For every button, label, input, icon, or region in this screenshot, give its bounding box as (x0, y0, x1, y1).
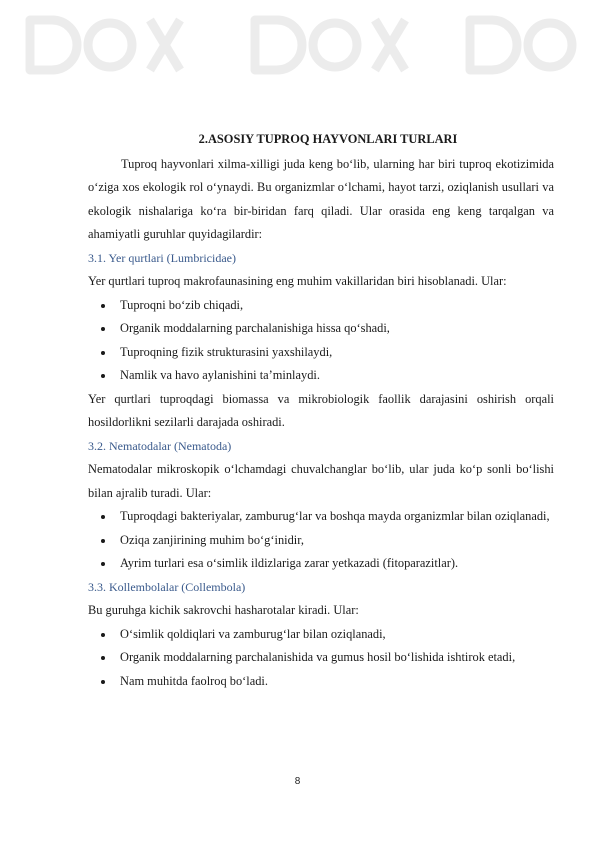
section-lead: Bu guruhga kichik sakrovchi hasharotalar kiradi. Ular: (88, 603, 359, 617)
section-conclusion: Yer qurtlari tuproqdagi biomassa va mikrobiologik faollik darajasini oshirish orqali hosildorlikni sezilarli darajada oshiradi. (88, 391, 554, 429)
bullet-icon (101, 539, 105, 543)
bullet-icon (101, 515, 105, 519)
section-collembola (88, 576, 554, 694)
bullet-icon (101, 680, 105, 684)
list-item: Oziqa zanjirining muhim bo‘g‘inidir, (88, 529, 554, 553)
section-lead: Yer qurtlari tuproq makrofaunasining eng muhim vakillaridan biri hisoblanadi. Ular: (88, 274, 507, 288)
section-title: 2.ASOSIY TUPROQ HAYVONLARI TURLARI (198, 132, 458, 146)
list-item: Organik moddalarning parchalanishiga hissa qo‘shadi, (88, 317, 554, 341)
bullet-icon (101, 633, 105, 637)
list-item: Nam muhitda faolroq bo‘ladi. (88, 670, 554, 694)
bullet-icon (101, 304, 105, 308)
list-item: Tuproqdagi bakteriyalar, zamburug‘lar va boshqa mayda organizmlar bilan oziqlanadi, (88, 505, 554, 529)
section-heading: 3.2. Nematodalar (Nematoda) (88, 438, 232, 453)
document-body (88, 128, 554, 693)
bullet-icon (101, 374, 105, 378)
bullet-icon (101, 351, 105, 355)
list-item: Tuproqni bo‘zib chiqadi, (88, 294, 554, 318)
intro-paragraph: Tuproq hayvonlari xilma-xilligi juda keng bo‘lib, ularning har biri tuproq ekotizimida o‘ziga xos ekologik rol o‘ynaydi. Bu organizmlar o‘lchami, hayot tarzi, oziqlanish usullari va ekologik nishalariga ko‘ra bir-biridan farq qiladi. Ular orasida eng keng tarqalgan va ahamiyatli guruhlar quyidagilardir: (88, 156, 554, 241)
bullet-list (88, 294, 554, 388)
bullet-icon (101, 562, 105, 566)
section-earthworms (88, 247, 554, 435)
bullet-list (88, 505, 554, 576)
page-number: 8 (294, 776, 301, 787)
section-heading: 3.3. Kollembolalar (Collembola) (88, 579, 246, 594)
section-nematodes (88, 435, 554, 576)
list-item: Organik moddalarning parchalanishida va gumus hosil bo‘lishida ishtirok etadi, (88, 646, 554, 670)
section-lead: Nematodalar mikroskopik o‘lchamdagi chuvalchanglar bo‘lib, ular juda ko‘p sonli bo‘lishi bilan ajralib turadi. Ular: (88, 462, 554, 500)
list-item: Ayrim turlari esa o‘simlik ildizlariga zarar yetkazadi (fitoparazitlar). (88, 552, 554, 576)
list-item: O‘simlik qoldiqlari va zamburug‘lar bilan oziqlanadi, (88, 623, 554, 647)
bullet-icon (101, 656, 105, 660)
list-item: Tuproqning fizik strukturasini yaxshilaydi, (88, 341, 554, 365)
bullet-icon (101, 327, 105, 331)
list-item: Namlik va havo aylanishini ta’minlaydi. (88, 364, 554, 388)
section-heading: 3.1. Yer qurtlari (Lumbricidae) (88, 250, 236, 265)
bullet-list (88, 623, 554, 694)
